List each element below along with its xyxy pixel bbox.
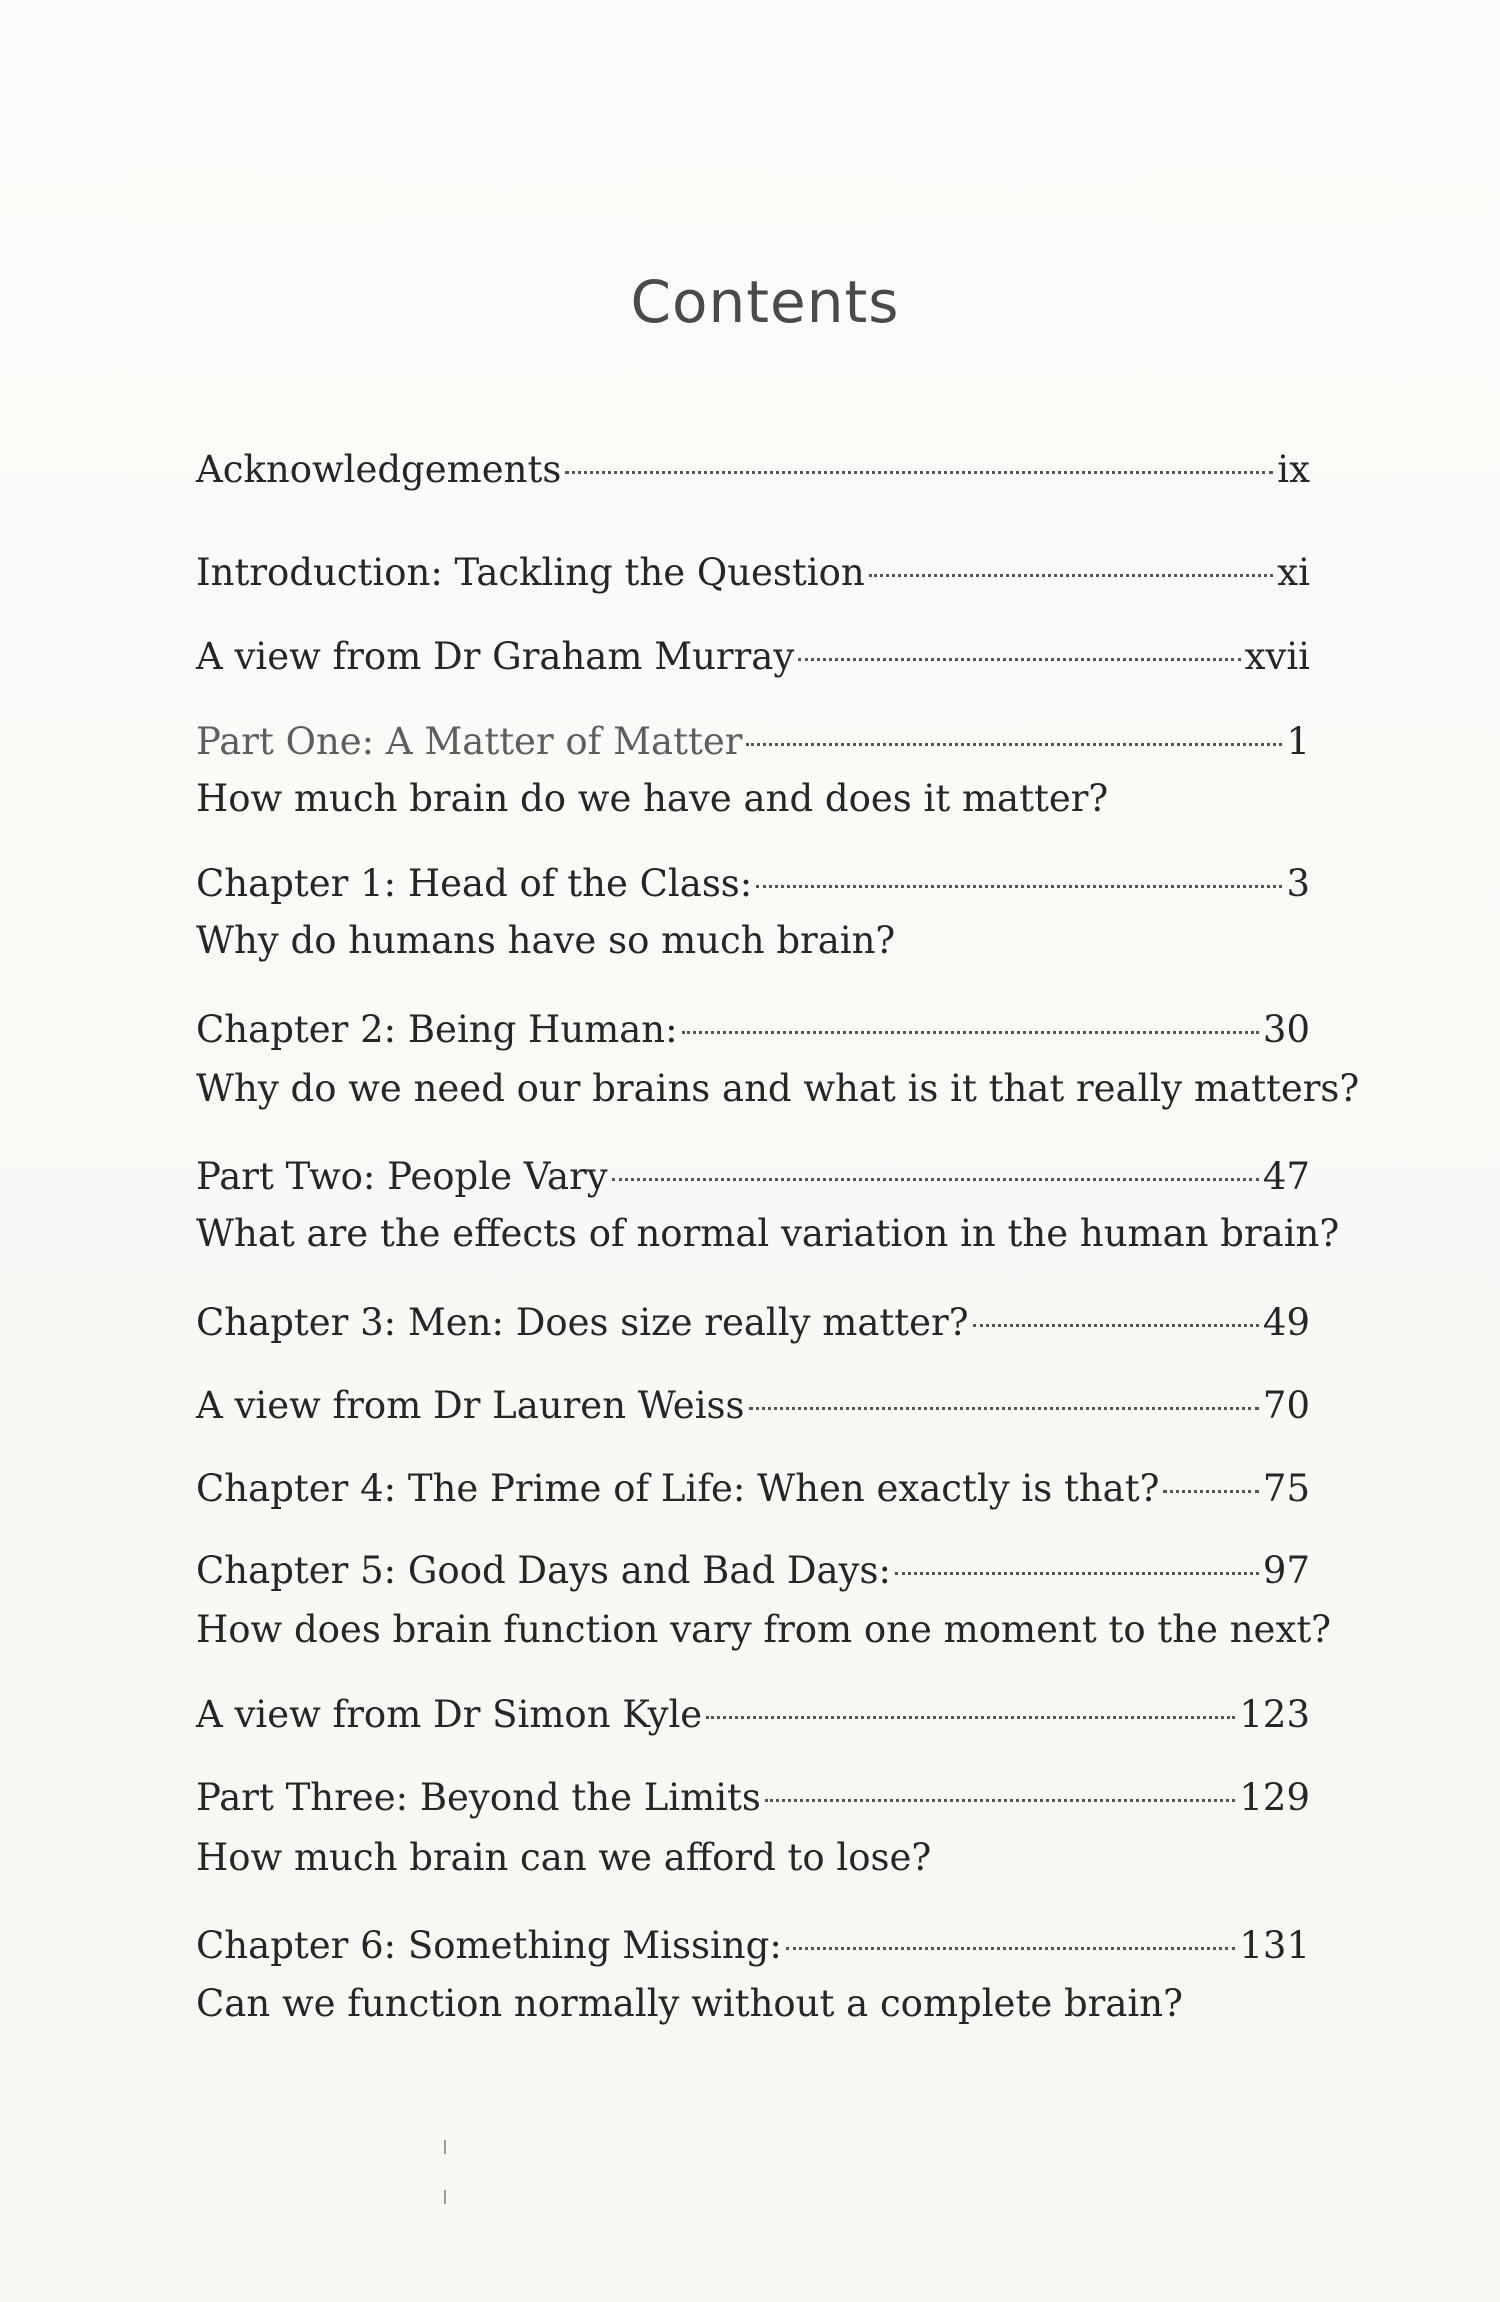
- scan-speck: [444, 2140, 446, 2154]
- toc-entry-chapter-5: [196, 1546, 1310, 1596]
- toc-entry-acknowledgements: [196, 445, 1310, 495]
- dot-leader: [798, 658, 1240, 661]
- toc-entry-label: Chapter 5: Good Days and Bad Days:: [196, 1549, 891, 1592]
- dot-leader: [682, 1031, 1259, 1034]
- toc-entry-chapter-1: [196, 859, 1310, 909]
- toc-entry-introduction: [196, 548, 1310, 598]
- toc-entry-label: Part Two: People Vary: [196, 1155, 608, 1198]
- toc-entry-label: Chapter 4: The Prime of Life: When exactly is that?: [196, 1467, 1160, 1510]
- toc-entry-label: Introduction: Tackling the Question: [196, 551, 865, 594]
- dot-leader: [786, 1947, 1236, 1950]
- toc-entry-view-lauren-weiss: [196, 1381, 1310, 1431]
- toc-entry-part-two: [196, 1152, 1310, 1202]
- dot-leader: [565, 471, 1273, 474]
- dot-leader: [973, 1324, 1259, 1327]
- toc-entry-subtitle: Why do humans have so much brain?: [196, 919, 896, 962]
- dot-leader: [756, 885, 1282, 888]
- scan-speck: [444, 2190, 446, 2204]
- toc-entry-subtitle: How much brain do we have and does it matter?: [196, 777, 1109, 820]
- toc-page-number: 123: [1239, 1693, 1310, 1736]
- toc-page-number: 49: [1262, 1301, 1310, 1344]
- toc-entry-label: A view from Dr Simon Kyle: [196, 1693, 703, 1736]
- toc-entry-part-three: [196, 1773, 1310, 1823]
- toc-entry-label: Chapter 6: Something Missing:: [196, 1924, 782, 1967]
- toc-entry-subtitle: How does brain function vary from one moment to the next?: [196, 1608, 1332, 1651]
- toc-entry-label: Part Three: Beyond the Limits: [196, 1776, 761, 1819]
- toc-entry-subtitle: Why do we need our brains and what is it that really matters?: [196, 1067, 1360, 1110]
- toc-page-number: 3: [1286, 862, 1310, 905]
- dot-leader: [706, 1716, 1235, 1719]
- dot-leader: [1163, 1490, 1258, 1493]
- toc-page-number: 47: [1262, 1155, 1310, 1198]
- toc-entry-view-simon-kyle: [196, 1690, 1310, 1740]
- toc-entry-label: A view from Dr Graham Murray: [196, 635, 795, 678]
- dot-leader: [895, 1572, 1259, 1575]
- toc-entry-subtitle: Can we function normally without a complete brain?: [196, 1982, 1183, 2025]
- toc-entry-label: Chapter 3: Men: Does size really matter?: [196, 1301, 969, 1344]
- toc-entry-view-graham-murray: [196, 632, 1310, 682]
- toc-entry-label: Chapter 1: Head of the Class:: [196, 862, 753, 905]
- toc-entry-chapter-3: [196, 1298, 1310, 1348]
- page-title: Contents: [630, 268, 900, 336]
- dot-leader: [746, 743, 1282, 746]
- toc-page-number: 30: [1262, 1008, 1310, 1051]
- dot-leader: [612, 1178, 1259, 1181]
- toc-entry-part-one: [196, 717, 1310, 767]
- toc-entry-label: Acknowledgements: [196, 448, 562, 491]
- toc-entry-subtitle: What are the effects of normal variation in the human brain?: [196, 1212, 1340, 1255]
- toc-page-number: ix: [1277, 448, 1310, 491]
- toc-page-number: 131: [1239, 1924, 1310, 1967]
- toc-entry-chapter-4: [196, 1464, 1310, 1514]
- toc-page-number: 129: [1239, 1776, 1310, 1819]
- toc-entry-label: Chapter 2: Being Human:: [196, 1008, 678, 1051]
- toc-entry-subtitle: How much brain can we afford to lose?: [196, 1836, 932, 1879]
- toc-entry-label: A view from Dr Lauren Weiss: [196, 1384, 745, 1427]
- dot-leader: [749, 1407, 1259, 1410]
- toc-page-number: xvii: [1244, 635, 1310, 678]
- toc-page-number: 75: [1262, 1467, 1310, 1510]
- toc-page-number: 70: [1262, 1384, 1310, 1427]
- toc-entry-label: Part One: A Matter of Matter: [196, 720, 743, 763]
- toc-page-number: 1: [1286, 720, 1310, 763]
- dot-leader: [869, 574, 1274, 577]
- toc-entry-chapter-2: [196, 1005, 1310, 1055]
- toc-entry-chapter-6: [196, 1921, 1310, 1971]
- dot-leader: [765, 1799, 1235, 1802]
- toc-page-number: 97: [1262, 1549, 1310, 1592]
- toc-page-number: xi: [1277, 551, 1310, 594]
